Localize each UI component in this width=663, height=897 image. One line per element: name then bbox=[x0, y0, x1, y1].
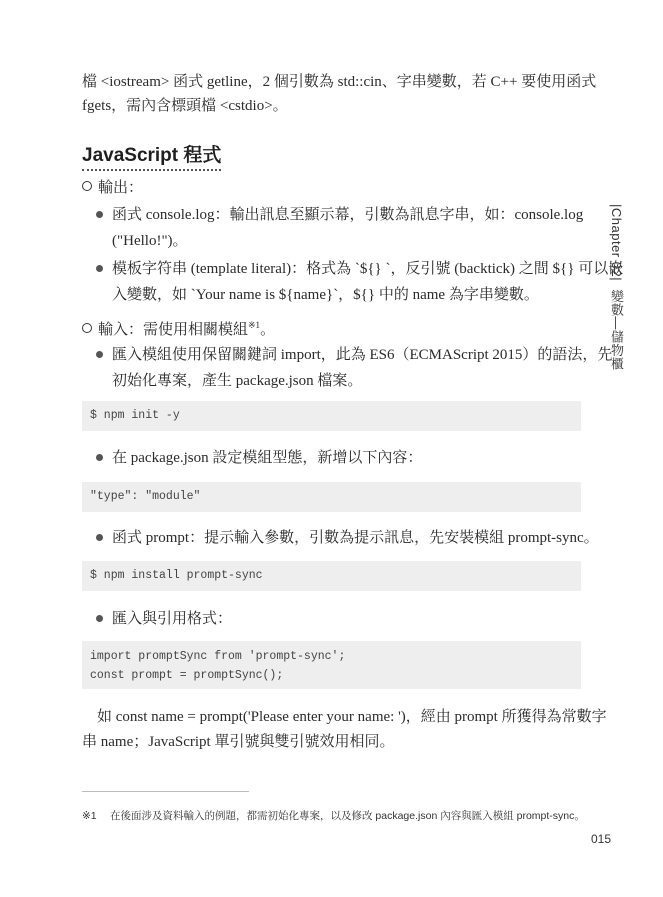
code-line: import promptSync from 'prompt-sync'; bbox=[90, 650, 346, 663]
tab-bar: | bbox=[609, 277, 624, 282]
circle-bullet-icon bbox=[82, 323, 92, 333]
output-bullet-1 bbox=[112, 202, 583, 254]
input-bullet-2: 在 package.json 設定模組型態，新增以下內容： bbox=[112, 450, 423, 466]
chapter-label: Chapter 02 bbox=[609, 207, 624, 278]
chapter-side-tab bbox=[607, 204, 626, 370]
code-line: $ npm install prompt-sync bbox=[90, 569, 263, 582]
bullet-line: ("Hello!")。 bbox=[112, 233, 188, 249]
output-label: 輸出： bbox=[98, 180, 144, 196]
code-block-import bbox=[82, 641, 581, 689]
intro-line-1: 檔 <iostream> 函式 getline，2 個引數為 std::cin、字串變數，若 C++ 要使用函式 bbox=[82, 74, 597, 90]
code-line: "type": "module" bbox=[90, 490, 201, 503]
input-bullet-3: 函式 prompt：提示輸入參數，引數為提示訊息，先安裝模組 prompt-sync。 bbox=[112, 530, 599, 546]
footnote-reference[interactable]: ※1 bbox=[248, 320, 261, 330]
input-bullet-4: 匯入與引用格式： bbox=[112, 611, 233, 627]
bullet-dot-icon bbox=[96, 615, 103, 622]
bullet-dot-icon bbox=[96, 211, 103, 218]
bullet-dot-icon bbox=[96, 265, 103, 272]
closing-paragraph bbox=[82, 705, 607, 755]
footnote-mark: ※1 bbox=[82, 810, 97, 822]
input-label-tail: 。 bbox=[260, 322, 276, 338]
footnote-divider bbox=[82, 791, 249, 792]
tab-bar: | bbox=[609, 204, 624, 208]
output-item bbox=[82, 176, 143, 200]
closing-line-1: 如 const name = prompt('Please enter your name: ')，經由 prompt 所獲得為常數字 bbox=[97, 709, 607, 725]
bullet-dot-icon bbox=[96, 454, 103, 461]
circle-bullet-icon bbox=[82, 181, 92, 191]
section-heading: JavaScript 程式 bbox=[82, 140, 221, 171]
bullet-line: 初始化專案，產生 package.json 檔案。 bbox=[112, 373, 363, 389]
input-item bbox=[82, 313, 275, 342]
code-block-npm-install bbox=[82, 561, 581, 591]
bullet-dot-icon bbox=[96, 534, 103, 541]
closing-line-2: 串 name；JavaScript 單引號與雙引號效用相同。 bbox=[82, 734, 395, 750]
chapter-title: 變數—儲物櫃 bbox=[609, 289, 624, 371]
intro-paragraph bbox=[82, 70, 596, 118]
input-label: 輸入：需使用相關模組 bbox=[98, 322, 249, 338]
footnote-text: 在後面涉及資料輸入的例題，都需初始化專案，以及修改 package.json 內容與匯入模組 prompt-sync。 bbox=[110, 810, 585, 822]
page-number: 015 bbox=[590, 832, 611, 846]
code-line: const prompt = promptSync(); bbox=[90, 669, 284, 682]
intro-line-2: fgets，需內含標頭檔 <cstdio>。 bbox=[82, 98, 288, 114]
output-bullet-2 bbox=[112, 256, 623, 308]
bullet-line: 函式 console.log：輸出訊息至顯示幕，引數為訊息字串，如：console.log bbox=[112, 207, 584, 223]
input-bullet-1 bbox=[112, 342, 612, 394]
bullet-line: 入變數，如 `Your name is ${name}`，${} 中的 name 為字串變數。 bbox=[112, 287, 539, 303]
footnote bbox=[82, 808, 585, 823]
code-block-type-module bbox=[82, 482, 581, 512]
bullet-line: 匯入模組使用保留關鍵詞 import，此為 ES6（ECMAScript 2015）的語法，先 bbox=[112, 347, 613, 363]
code-block-npm-init bbox=[82, 401, 581, 431]
code-line: $ npm init -y bbox=[90, 409, 180, 422]
bullet-line: 模板字符串 (template literal)：格式為 `${} `，反引號 (backtick) 之間 ${} 可以嵌 bbox=[112, 261, 624, 277]
bullet-dot-icon bbox=[96, 351, 103, 358]
